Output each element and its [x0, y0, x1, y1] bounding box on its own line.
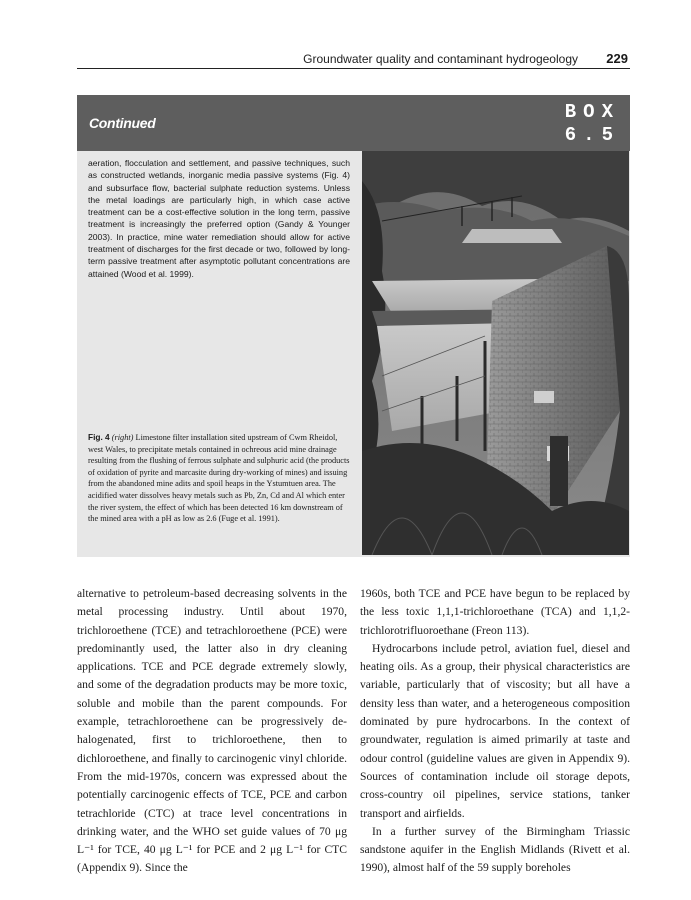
- box-header: [77, 95, 630, 151]
- body-right-column: [360, 585, 630, 878]
- page-number: 229: [606, 51, 628, 66]
- box-number-label: [565, 101, 620, 147]
- figure-position-word: (right): [111, 433, 134, 442]
- body-left-column: [77, 585, 347, 878]
- running-head: [77, 50, 630, 69]
- figure-caption: [88, 432, 352, 525]
- box-word: BOX: [564, 101, 620, 123]
- figure-label: Fig. 4: [88, 432, 110, 442]
- limestone-filter-photo: [362, 151, 629, 555]
- running-head-title: Groundwater quality and contaminant hydrogeology: [303, 52, 578, 66]
- right-column-paragraph-2: Hydrocarbons include petrol, aviation fuel, diesel and heating oils. As a group, their physical characteristics are variable, particularly that of viscosity; but all have a density less than water, and a heterogeneous composition dominated by pure hydrocarbons. In the context of groundwater, regulation is aimed primarily at taste and odour control (guideline values are given in Appendix 9). Sources of contamination include oil storage depots, cross-country oil pipelines, service stations, tanker transport and airfields.: [360, 641, 630, 820]
- box-text: aeration, flocculation and settlement, and passive techniques, such as constructed wetlands, inorganic media passive systems (Fig. 4) and subsurface flow, bacterial sulphate reduction systems. Unless the metal loadings are particularly high, in which case active treatment can be a cost-effective solution in the long term, passive treatment is increasingly the preferred option (Gandy & Younger 2003). In practice, mine water remediation should allow for active treatment of discharges for the first decade or two, followed by long-term passive treatment after asymptotic pollutant concentrations are attained (Wood et al. 1999).: [88, 158, 350, 279]
- right-column-paragraph-3: In a further survey of the Birmingham Triassic sandstone aquifer in the English Midlands (Rivett et al. 1990), almost half of the 59 supply boreholes: [360, 824, 630, 875]
- box-number: 6.5: [564, 124, 620, 146]
- figure-caption-text: Limestone filter installation sited upstream of Cwm Rheidol, west Wales, to precipitate metals contained in ochreous acid mine drainage resulting from the flushing of ferrous sulphate and sulphuric acid (the products of oxidation of pyrite and marcasite during dry-working of mines) and issuing from the abandoned mine adits and spoil heaps in the Ystumtuen area. The acidified water dissolves heavy metals such as Pb, Zn, Cd and Al which enter the river system, the effect of which has been detected 16 km downstream of the mined area with a pH as low as 2.6 (Fuge et al. 1991).: [88, 433, 350, 524]
- figure-4-photo: [362, 151, 629, 555]
- continued-label: Continued: [89, 115, 156, 131]
- left-column-paragraph: alternative to petroleum-based decreasing solvents in the metal processing industry. Until about 1970, trichloroethene (TCE) and tetrachloroethene (PCE) were predominantly used, the latter also in dry cleaning applications. TCE and PCE degrade extremely slowly, and some of the degradation products may be more toxic, soluble and mobile than the parent compounds. For example, tetrachloroethene can be progressively de-halogenated, first to trichloroethene, then to dichloroethene, and finally to carcinogenic vinyl chloride. From the mid-1970s, concern was expressed about the potentially carcinogenic effects of TCE, PCE and carbon tetrachloride (CTC) at trace level concentrations in drinking water, and the WHO set guide values of 70 μg L⁻¹ for TCE, 40 μg L⁻¹ for PCE and 2 μg L⁻¹ for CTC (Appendix 9). Since the: [77, 587, 347, 875]
- right-column-paragraph-1: 1960s, both TCE and PCE have begun to be replaced by the less toxic 1,1,1-trichloroethane (TCA) and 1,1,2-trichlorotrifluoroethane (Freon 113).: [360, 587, 630, 637]
